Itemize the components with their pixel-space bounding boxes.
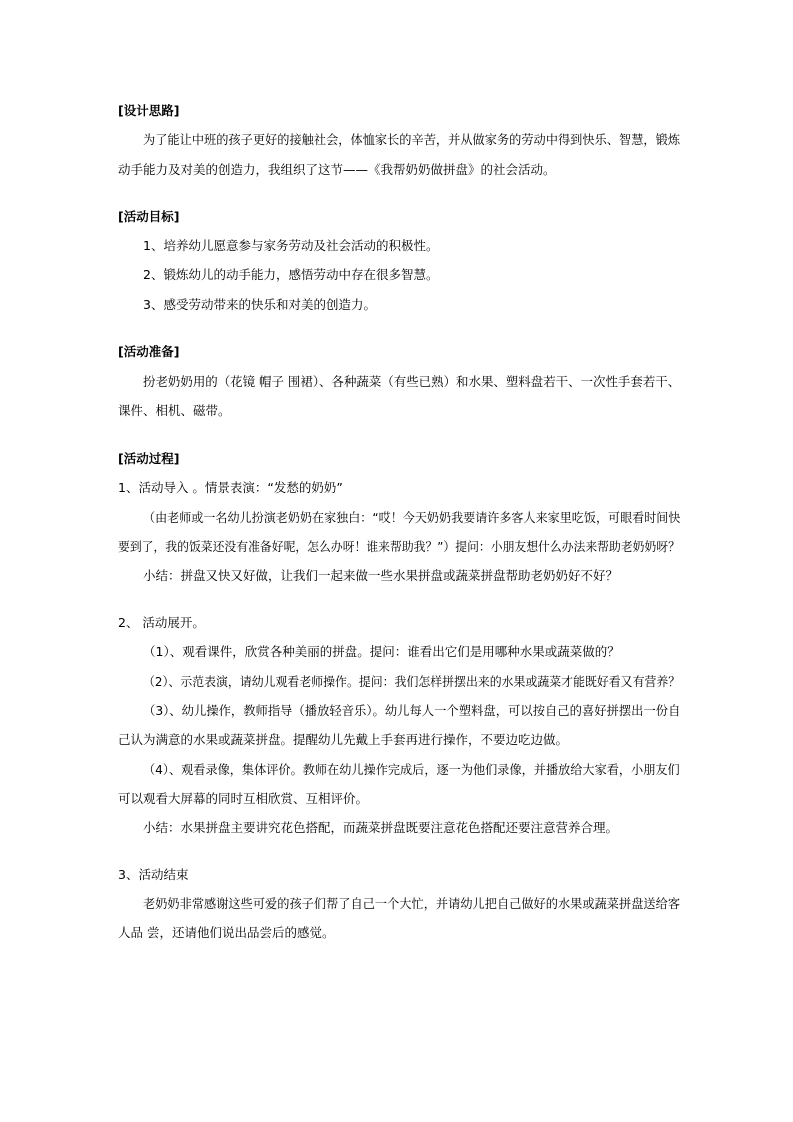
step2-summary: 小结：水果拼盘主要讲究花色搭配，而蔬菜拼盘既要注意花色搭配还要注意营养合理。 <box>143 820 619 835</box>
step2-line-1: （1）、观看课件，欣赏各种美丽的拼盘。提问：谁看出它们是用哪种水果或蔬菜做的？ <box>143 644 620 659</box>
step2-line-3: （3）、幼儿操作，教师指导（播放轻音乐）。幼儿每人一个塑料盘，可以按自己的喜好拼摆出一份自 <box>143 703 681 718</box>
prep-heading: [活动准备] <box>118 344 180 359</box>
step3-line-1: 老奶奶非常感谢这些可爱的孩子们帮了自己一个大忙，并请幼儿把自己做好的水果或蔬菜拼盘送给客 <box>143 896 681 911</box>
process-heading: [活动过程] <box>118 451 180 466</box>
step1-line-1: （由老师或一名幼儿扮演老奶奶在家独白：“哎！今天奶奶我要请许多客人来家里吃饭，可眼看时间快 <box>143 510 681 525</box>
design-line-1: 为了能让中班的孩子更好的接触社会，体恤家长的辛苦，并从做家务的劳动中得到快乐、智慧，锻炼 <box>143 132 681 147</box>
prep-line-1: 扮老奶奶用的（花镜 帽子 围裙）、各种蔬菜（有些已熟）和水果、塑料盘若干、一次性手套若干、 <box>143 374 681 389</box>
step2-title: 2、 活动展开。 <box>118 615 205 630</box>
step3-line-2: 人品 尝，还请他们说出品尝后的感觉。 <box>118 925 335 940</box>
step1-title: 1、活动导入 。情景表演：“发愁的奶奶” <box>118 480 343 495</box>
design-heading: [设计思路] <box>118 103 180 118</box>
design-line-2: 动手能力及对美的创造力，我组织了这节——《我帮奶奶做拼盘》的社会活动。 <box>118 162 556 177</box>
goals-heading: [活动目标] <box>118 209 180 224</box>
step2-line-5: （4）、观看录像，集体评价。教师在幼儿操作完成后，逐一为他们录像，并播放给大家看，小朋友们 <box>143 762 680 777</box>
prep-line-2: 课件、相机、磁带。 <box>118 403 231 418</box>
step2-line-6: 可以观看大屏幕的同时互相欣赏、互相评价。 <box>118 791 369 806</box>
step1-line-2: 要到了，我的饭菜还没有准备好呢，怎么办呀！谁来帮助我？”）提问：小朋友想什么办法来帮助老奶奶呀？ <box>118 539 680 554</box>
step2-line-2: （2）、示范表演，请幼儿观看老师操作。提问：我们怎样拼摆出来的水果或蔬菜才能既好看又有营养？ <box>143 674 681 689</box>
goal-item-3: 3、感受劳动带来的快乐和对美的创造力。 <box>143 297 376 312</box>
step1-summary: 小结：拼盘又快又好做，让我们一起来做一些水果拼盘或蔬菜拼盘帮助老奶奶好不好？ <box>143 568 619 583</box>
step3-title: 3、活动结束 <box>118 867 189 882</box>
goal-item-1: 1、培养幼儿愿意参与家务劳动及社会活动的积极性。 <box>143 238 439 253</box>
goal-item-2: 2、锻炼幼儿的动手能力，感悟劳动中存在很多智慧。 <box>143 267 439 282</box>
step2-line-4: 己认为满意的水果或蔬菜拼盘。提醒幼儿先戴上手套再进行操作，不要边吃边做。 <box>118 732 569 747</box>
